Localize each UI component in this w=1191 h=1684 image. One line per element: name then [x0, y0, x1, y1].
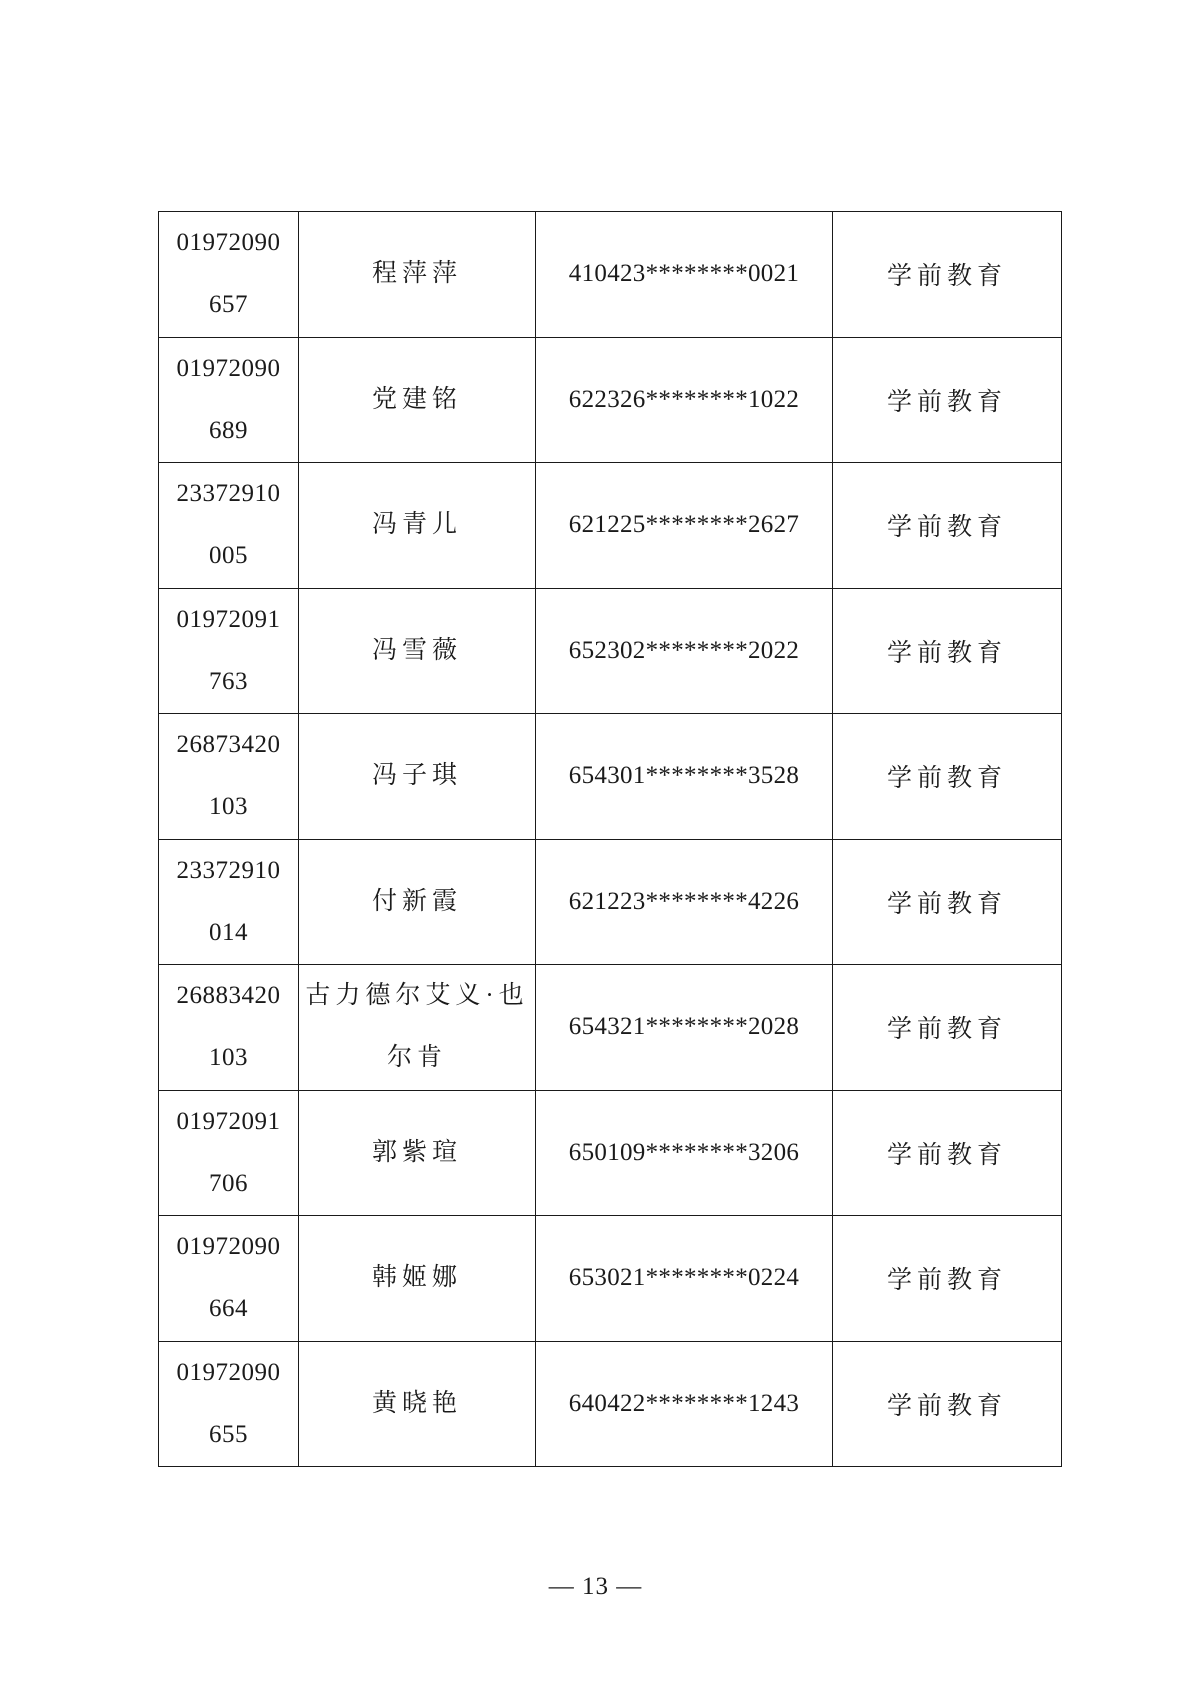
id-card-number: 650109********3206	[536, 1090, 833, 1216]
exam-number-cell	[159, 463, 299, 589]
id-card-number: 653021********0224	[536, 1216, 833, 1342]
major: 学前教育	[833, 1341, 1062, 1467]
exam-number-part2: 655	[209, 1420, 248, 1448]
exam-number-cell	[159, 1216, 299, 1342]
major: 学前教育	[833, 1216, 1062, 1342]
exam-number-part1: 01972091	[176, 1107, 281, 1135]
table-row	[159, 1090, 1062, 1216]
student-name: 付新霞	[299, 839, 536, 965]
student-name: 党建铭	[299, 337, 536, 463]
student-name: 韩姬娜	[299, 1216, 536, 1342]
major: 学前教育	[833, 588, 1062, 714]
id-card-number: 654321********2028	[536, 965, 833, 1091]
exam-number-cell	[159, 588, 299, 714]
exam-number-part1: 26873420	[176, 731, 281, 759]
exam-number-part2: 005	[209, 542, 248, 570]
table-row	[159, 965, 1062, 1091]
exam-number-part2: 014	[209, 918, 248, 946]
major: 学前教育	[833, 1090, 1062, 1216]
exam-number-cell	[159, 1341, 299, 1467]
page-number: — 13 —	[548, 1573, 643, 1600]
table-row	[159, 1216, 1062, 1342]
exam-number-cell	[159, 212, 299, 338]
id-card-number: 621223********4226	[536, 839, 833, 965]
exam-number-cell	[159, 965, 299, 1091]
id-card-number: 622326********1022	[536, 337, 833, 463]
student-roster-table	[158, 211, 1062, 1467]
exam-number-part1: 23372910	[176, 856, 281, 884]
student-name: 古力德尔艾义·也尔肯	[299, 965, 536, 1091]
exam-number-part1: 23372910	[176, 480, 281, 508]
student-name: 黄晓艳	[299, 1341, 536, 1467]
student-name: 冯青儿	[299, 463, 536, 589]
student-name: 冯子琪	[299, 714, 536, 840]
table-row	[159, 1341, 1062, 1467]
exam-number-part2: 763	[209, 667, 248, 695]
exam-number-part1: 01972090	[176, 1233, 281, 1261]
id-card-number: 640422********1243	[536, 1341, 833, 1467]
table-row	[159, 588, 1062, 714]
exam-number-part1: 26883420	[176, 982, 281, 1010]
table-row	[159, 839, 1062, 965]
exam-number-part2: 706	[209, 1169, 248, 1197]
major: 学前教育	[833, 337, 1062, 463]
id-card-number: 654301********3528	[536, 714, 833, 840]
exam-number-part2: 664	[209, 1295, 248, 1323]
major: 学前教育	[833, 839, 1062, 965]
exam-number-cell	[159, 1090, 299, 1216]
exam-number-part2: 689	[209, 416, 248, 444]
exam-number-cell	[159, 839, 299, 965]
major: 学前教育	[833, 714, 1062, 840]
exam-number-part1: 01972090	[176, 354, 281, 382]
id-card-number: 410423********0021	[536, 212, 833, 338]
id-card-number: 621225********2627	[536, 463, 833, 589]
exam-number-part2: 103	[209, 1044, 248, 1072]
table-row	[159, 714, 1062, 840]
exam-number-part1: 01972090	[176, 229, 281, 257]
major: 学前教育	[833, 212, 1062, 338]
exam-number-part2: 103	[209, 793, 248, 821]
table-row	[159, 337, 1062, 463]
exam-number-part1: 01972091	[176, 605, 281, 633]
major: 学前教育	[833, 463, 1062, 589]
major: 学前教育	[833, 965, 1062, 1091]
id-card-number: 652302********2022	[536, 588, 833, 714]
table-row	[159, 463, 1062, 589]
exam-number-cell	[159, 714, 299, 840]
student-name: 冯雪薇	[299, 588, 536, 714]
exam-number-cell	[159, 337, 299, 463]
student-name: 程萍萍	[299, 212, 536, 338]
exam-number-part1: 01972090	[176, 1358, 281, 1386]
table-row	[159, 212, 1062, 338]
student-name: 郭紫瑄	[299, 1090, 536, 1216]
exam-number-part2: 657	[209, 291, 248, 319]
